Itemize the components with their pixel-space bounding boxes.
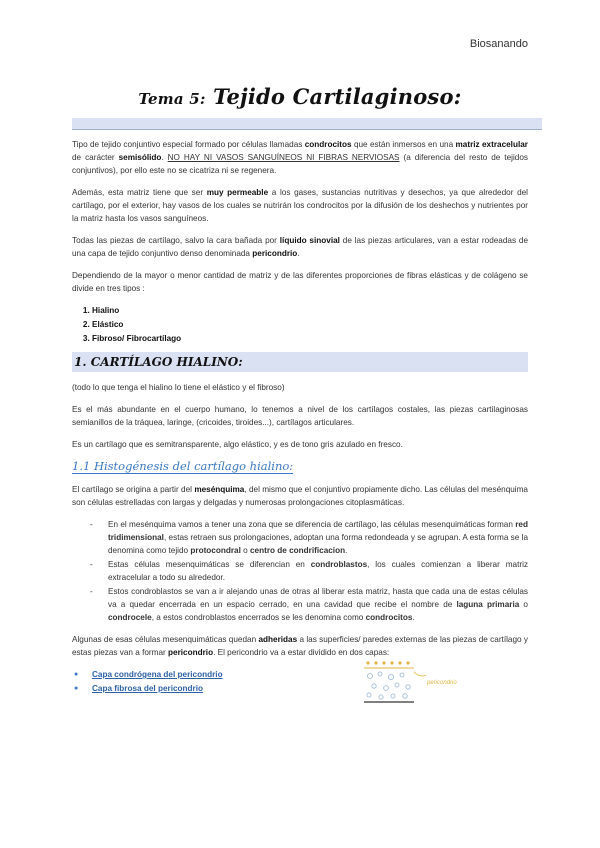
title-prefix: Tema 5: [138, 90, 206, 108]
list-item: 3. Fibroso/ Fibrocartílago [92, 332, 528, 346]
list-item: - Estas células mesenquimáticas se diferencian en condroblastos, los cuales comienzan a liberar matriz extracelular a todo su alrededor. [108, 558, 528, 584]
intro-paragraph-4: Dependiendo de la mayor o menor cantidad de matriz y de las diferentes proporciones de fibras elásticas y de colágeno se divide en tres tipos : [72, 271, 528, 293]
intro-paragraph-2: Además, esta matriz tiene que ser muy permeable a los gases, sustancias nutritivas y desechos, ya que alrededor del cartílago, por el exterior, hay vasos de los cuales se nutrirán los condrocitos por la difusión de los deshechos y nutrientes por la matriz hasta los vasos sanguíneos. [72, 188, 528, 223]
section-1-1-paragraph-2: Algunas de esas células mesenquimáticas quedan adheridas a las superficies/ paredes externas de las piezas de cartílago y estas piezas van a formar pericondrio. El pericondrio va a estar dividido en dos capas: [72, 635, 528, 657]
section-1-1-paragraph-1: El cartílago se origina a partir del mesénquima, del mismo que el conjuntivo propiamente dicho. Las células del mesénquima son células estrelladas con largas y delgadas y numerosas prolongaciones citoplasmáticas. [72, 485, 528, 507]
cartilage-types-list [72, 304, 528, 346]
intro-paragraph-1: Tipo de tejido conjuntivo especial formado por células llamadas condrocitos que están inmersos en una matriz extracelular de carácter semisólido. NO HAY NI VASOS SANGUÍNEOS NI FIBRAS NERVIOSAS (a diferencia del resto de tejidos conjuntivos), por ello este no se cicatriza ni se regenera. [72, 140, 528, 175]
brand-name: Biosanando [469, 38, 528, 50]
document-body [72, 138, 528, 696]
sketch-arrow [414, 672, 426, 676]
list-item: 2. Elástico [92, 318, 528, 332]
section-1-paragraph-2: Es un cartílago que es semitransparente, algo elástico, y es de tono gris azulado en fresco. [72, 440, 403, 449]
intro-paragraph-3: Todas las piezas de cartílago, salvo la cara bañada por líquido sinovial de las piezas articulares, van a estar rodeadas de una capa de tejido conjuntivo denso denominada pericondrio. [72, 236, 529, 258]
title-main: Tejido Cartilaginoso: [213, 84, 462, 109]
page-title [0, 84, 600, 109]
list-item: 1. Hialino [92, 304, 528, 318]
section-1-heading: 1. CARTÍLAGO HIALINO: [74, 355, 243, 369]
list-item: - Estos condroblastos se van a ir alejando unas de otras al liberar esta matriz, hasta que cada una de estas células va a quedar encerrada en un espacio cerrado, en una cavidad que recibe el nombre de laguna primaria o condrocele, a estos condroblastos encerrados se les denomina como condrocitos. [108, 585, 528, 624]
section-1-heading-band [72, 352, 528, 372]
section-1-paragraph-1: Es el más abundante en el cuerpo humano, lo tenemos a nivel de los cartílagos costales, las piezas cartilaginosas semianillos de la tráquea, laringe, (cricoides, tiroides...), cartílagos articulares. [72, 405, 528, 427]
sketch-label: pericondrio [427, 680, 457, 686]
sketch-bubbles [367, 672, 410, 699]
section-1-note: (todo lo que tenga el hialino lo tiene el elástico y el fibroso) [72, 383, 285, 392]
list-item [92, 668, 528, 682]
perichondrium-layers [72, 668, 528, 696]
list-item [92, 682, 528, 696]
link-capa-fibrosa[interactable]: Capa fibrosa del pericondrio [92, 684, 204, 693]
list-item: - En el mesénquima vamos a tener una zona que se diferencia de cartílago, las células mesenquimáticas forman red tridimensional, estas retraen sus prolongaciones, adoptan una forma redondeada y se agrupan. A esta forma se la denomina como tejido protocondral o centro de condrificacion. [108, 518, 528, 557]
section-1-1-heading: 1.1 Histogénesis del cartílago hialino: [72, 459, 294, 473]
histogenesis-steps [72, 518, 528, 624]
title-rule [72, 129, 542, 130]
perichondrium-layer-list [72, 668, 528, 696]
sketch-dots-row [366, 661, 409, 664]
link-capa-condrogena[interactable]: Capa condrógena del pericondrio [92, 670, 223, 679]
